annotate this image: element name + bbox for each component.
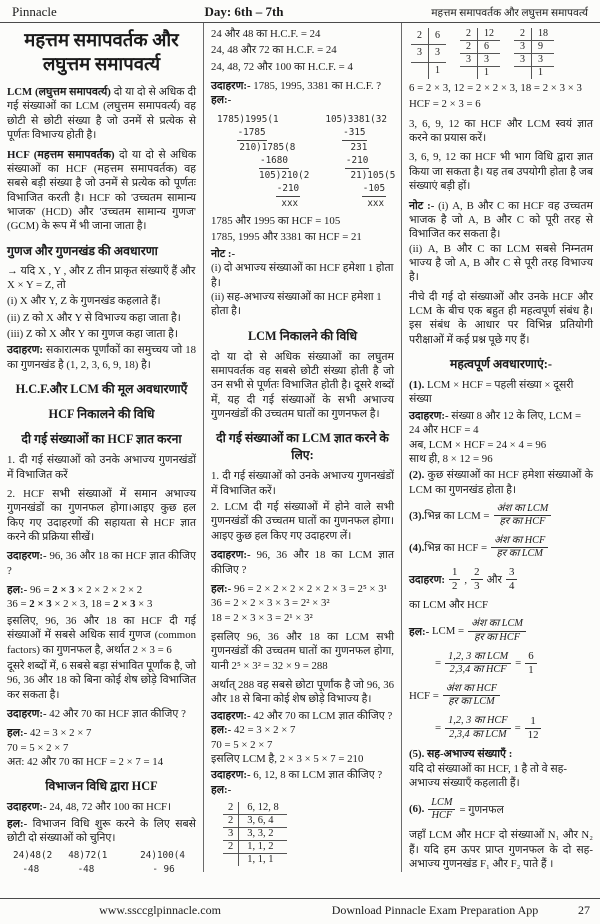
example-fractions [409, 566, 593, 612]
lcm-step-1: 1. दी गई संख्याओं को उनके अभाज्य गुणनखंडों में विभाजित करें। [211, 470, 394, 497]
ladder-divisor: 2 [460, 41, 478, 54]
text-run: 42 और 70 का HCF ज्ञात कीजिए ? [46, 707, 186, 720]
text-run: 6, 12, 8 का LCM ज्ञात कीजिए ? [250, 769, 383, 782]
ladder-divisor: 2 [223, 802, 239, 815]
fraction-numerator: 2 [471, 566, 482, 580]
ladder-quotients: 1 [538, 67, 543, 78]
solution-label: हल:- [409, 625, 430, 638]
subtracted-value: -210 [345, 154, 369, 168]
ladder-quotients: 12 [478, 28, 501, 41]
lcm-explanation-2: अर्थात् 288 वह सबसे छोटा पूर्णांक है जो 96, 36 और 18 से बिना कोई शेष छोड़े विभाज्य है। [211, 679, 394, 706]
text-run: 24, 48, 72 और 100 का HCF। [46, 801, 172, 814]
long-division-24-100 [140, 849, 193, 872]
ladder-quotients: 1 [484, 67, 489, 78]
ladder-quotients: 6 [478, 41, 501, 54]
fraction [491, 535, 548, 561]
fraction [494, 503, 552, 529]
solution-label: हल:- [211, 582, 232, 595]
solution-label: हल:- [211, 724, 232, 737]
heading-find-hcf: दी गई संख्याओं का HCF ज्ञात करना [21, 432, 182, 447]
fraction-numerator: 1,2, 3 का HCF [445, 715, 511, 728]
solution-explanation-2: दूसरे शब्दों में, 6 सबसे बड़ा संभावित पूर्णांक है, जो 96, 36 और 18 को बिना कोई शेष छोड़े विभाजित कर सकता है। [7, 659, 196, 701]
ladder-divisor: 2 [411, 28, 429, 45]
fraction [443, 683, 500, 709]
note-label: नोट :- [211, 247, 236, 260]
division-line [342, 126, 395, 140]
text-run: LCM = [431, 625, 465, 638]
subtracted-value: -1680 [259, 154, 289, 168]
ladder-divisor: 2 [460, 28, 478, 41]
text-run: 96, 36 और 18 का LCM ज्ञात कीजिए ? [211, 549, 394, 576]
fraction [445, 715, 511, 741]
example-hcf-24-48-72-100 [7, 800, 196, 814]
ladder-quotients: 6 [429, 28, 447, 45]
solution-explanation-1: इसलिए, 96, 36 और 18 का HCF दी गई संख्याओं में सबसे अधिक सार्व गुणज (common factors) का गुणनफल है, अर्थात 2 × 3 = 6 [7, 614, 196, 656]
fraction [449, 566, 460, 593]
lcm-method-intro: दो या दो से अधिक संख्याओं का लघुतम समापवर्तक वह सबसे छोटी संख्या होती है जो उन सभी से पूर्णतः विभाजित होती है। दूसरे शब्दों में, यह दी गई संख्याओं के सभी अभाज्य गुणनखंडों की उच्चतम घातों का गुणनफल है। [211, 350, 394, 421]
text-run: इसलिए LCM है, 2 × 3 × 5 × 7 = 210 [211, 752, 364, 765]
text-run: = गुणनफल [459, 803, 504, 816]
example-lcm-96-36-18 [211, 548, 394, 577]
fraction-denominator: 2,3,4 का LCM [449, 728, 507, 740]
fraction-denominator: 3 [474, 580, 480, 593]
fraction-numerator: अंश का LCM [468, 618, 526, 631]
note-label: नोट :- [409, 199, 435, 212]
ladder-row [514, 41, 554, 54]
text-run: × 2 × 3, 18 = [51, 598, 114, 611]
solution-label: हल:- [211, 783, 232, 796]
fraction-numerator: 1 [449, 566, 460, 580]
title-line-1: महत्तम समापवर्तक और [24, 31, 179, 51]
fraction-denominator: 1 [528, 663, 534, 676]
fraction-denominator: हर का LCM [496, 548, 543, 560]
division-line: 48)72(1 [68, 850, 108, 862]
concept-number: (4). [409, 541, 425, 554]
division-remainder: xxx [281, 197, 299, 209]
lcm-result-line [211, 871, 394, 872]
text-run: सकारात्मक पूर्णांकों का समुच्चय जो 18 का गुणनखंड है (1, 2, 3, 6, 9, 18) है। [7, 344, 196, 371]
fraction-denominator: 2 [452, 580, 458, 593]
fraction-denominator: हर का HCF [499, 516, 546, 528]
text-run: दो या दो से अधिक संख्याओं का HCF (महत्तम समापवर्तक) वह सबसे बड़ी संख्या है जो उनमें से प्रत्येक को पूर्णतः विभाजित करती है। HCF को 'उच्चतम सामान्य भाजक' (HCD) और 'उच्चतम सामान्य गुणज' (GCM) के रूप में भी जाना जाता है। [7, 148, 196, 233]
ladder-row [411, 45, 446, 62]
subtracted-value: -210 [276, 182, 300, 196]
fraction [525, 715, 542, 742]
long-division-48-72 [68, 849, 124, 872]
hcf-step-2: 2. HCF सभी संख्याओं में समान अभाज्य गुणनखंडों का गुणनफल होगा।आइए कुछ हल किए गए उदाहरणों की सहायता से HCF ज्ञात करने की प्रक्रिया सीखें। [7, 487, 196, 543]
example-factors-18 [7, 343, 196, 372]
text-run: 70 = 5 × 2 × 7 [7, 741, 69, 754]
subtracted-value: -48 [77, 863, 96, 872]
equals-sign: = [514, 722, 521, 734]
page-header [0, 0, 600, 23]
factor-ladders-group [411, 28, 593, 79]
fraction [468, 618, 526, 644]
website-url: www.ssccglpinnacle.com [99, 903, 221, 917]
division-line: 1785)1995(1 [217, 113, 279, 125]
fraction-numerator: 3 [506, 566, 517, 580]
ladder-divisor: 2 [514, 28, 532, 41]
concept-point-ii: (ii) Z को X और Y से विभाज्य कहा जाता है। [7, 311, 181, 324]
text-run: × 3 [135, 598, 153, 611]
text-run: अब, LCM × HCF = 24 × 4 = 96 [409, 438, 547, 451]
concept-point-i: (i) X और Y, Z के गुणनखंड कहलाते हैं। [7, 295, 161, 308]
ladder-row [223, 840, 287, 853]
ladder-row [460, 28, 500, 41]
text-run: HCF = [409, 689, 439, 702]
example-8-12 [409, 409, 593, 466]
concept-3-formula [409, 503, 593, 529]
concept-number: (2). [409, 469, 425, 482]
solution-division-intro [7, 817, 196, 846]
text-run: साथ ही, 8 × 12 = 96 [409, 452, 493, 465]
fraction [525, 650, 536, 677]
solution-lcm-evaluation [435, 650, 593, 677]
division-line [151, 863, 193, 872]
division-line [259, 154, 309, 168]
text-run: × 2 × 2 × 2 × 2 [74, 584, 143, 597]
solution-label: हल:- [7, 727, 28, 740]
division-line [237, 126, 310, 140]
example-hcf-42-70 [7, 707, 196, 721]
solution-lcm-factorisation [211, 582, 394, 625]
ladder-quotients: 3 [478, 54, 501, 67]
hcf-term: HCF (महत्तम समापवर्तक) [7, 148, 115, 161]
long-division-24-48 [13, 849, 52, 872]
text-run: भिन्न का LCM = [424, 510, 490, 523]
ladder-row [514, 67, 554, 80]
fraction-numerator: 1,2, 3 का LCM [445, 651, 511, 664]
ladder-quotients: 3, 6, 4 [239, 814, 287, 827]
equals-sign: = [515, 657, 522, 670]
ladder-divisor: 3 [460, 54, 478, 67]
heading-hcf-method: HCF निकालने की विधि [48, 407, 155, 422]
note-point-i: (i) दो अभाज्य संख्याओं का HCF हमेशा 1 होता है। [211, 262, 394, 289]
ladder-row [460, 41, 500, 54]
day-label: Day: 6th – 7th [204, 4, 284, 19]
ladder-divisor: 3 [223, 827, 239, 840]
concept-number: (3). [409, 509, 425, 522]
text-run: कुछ संख्याओं का HCF हमेशा संख्याओं के LCM का गुणनखंड होता है। [409, 469, 593, 496]
text-run: विभाजन विधि शुरू करने के लिए सबसे छोटी दो संख्याओं को चुनिए। [7, 817, 196, 845]
fraction [471, 566, 482, 593]
ladder-row [411, 28, 446, 45]
text-run: भिन्न का HCF = [424, 542, 488, 555]
fraction [445, 651, 511, 677]
fraction-denominator: HCF [431, 809, 453, 821]
text-run: का LCM और HCF [409, 599, 489, 612]
concept-point-iii: (iii) Z को X और Y का गुणज कहा जाता है। [7, 328, 178, 341]
text-run: 42 = 3 × 2 × 7 [27, 727, 92, 740]
example-hcf-1785 [211, 79, 394, 108]
ladder-of-6 [411, 28, 446, 79]
hcf-step-1: 1. दी गई संख्याओं को उनके अभाज्य गुणनखंडों में विभाजित करें [7, 454, 196, 481]
solution-label: हल:- [7, 584, 28, 597]
division-remainder: xxx [367, 197, 385, 209]
ladder-divisor [223, 853, 239, 866]
text-run: 70 = 5 × 2 × 7 [211, 738, 273, 751]
heading-basic-concepts: H.C.F.और LCM की मूल अवधारणाएँ [15, 382, 188, 397]
ladder-quotients: 3 [532, 54, 555, 67]
ladder-divisor: 2 [223, 814, 239, 827]
hcf-definition [7, 148, 196, 234]
chapter-title [7, 29, 196, 77]
app-promo-text: Download Pinnacle Exam Preparation App [331, 903, 539, 917]
example-label: उदाहरण: [409, 574, 445, 587]
solution-lcm-formula [409, 618, 593, 644]
heading-lcm-steps: दी गई संख्याओं का LCM ज्ञात करने के लिए: [216, 431, 389, 463]
text-run: 18 = 2 × 3 × 3 = 2¹ × 3² [211, 611, 313, 624]
division-method-note: 3, 6, 9, 12 का HCF भी भाग विधि द्वारा ज्ञात किया जा सकता है। यह तब उपयोगी होता है जब संख्याएं बड़ी हों। [409, 151, 593, 193]
ladder-quotients: 1, 1, 1 [247, 853, 274, 865]
subtracted-value: - 96 [151, 863, 175, 872]
fraction-numerator: अंश का LCM [494, 503, 552, 516]
long-division-group [217, 113, 394, 210]
long-division-group [13, 849, 196, 872]
division-line: 105)210(2 [258, 169, 310, 181]
concept-number: (1). [409, 379, 425, 392]
title-line-2: लघुत्तम समापवर्त्य [42, 55, 161, 76]
try-yourself: 3, 6, 9, 12 का HCF और LCM स्वयं ज्ञात करने का प्रयास करें। [409, 117, 593, 145]
division-line [276, 182, 310, 196]
fraction-numerator: 6 [525, 650, 536, 664]
ladder-row [460, 67, 500, 80]
factorisation-line: 6 = 2 × 3, 12 = 2 × 2 × 3, 18 = 2 × 3 × 3 [409, 82, 582, 94]
ladder-divisor [411, 62, 429, 79]
three-column-body [0, 23, 600, 872]
solution-hcf-formula [409, 683, 593, 709]
division-line: 105)3381(32 [325, 113, 387, 125]
concept-number: (6). [409, 803, 425, 816]
example-label: उदाहरण:- [211, 80, 251, 93]
division-line [345, 154, 395, 168]
ladder-row [223, 802, 287, 815]
example-label: उदाहरण:- [409, 409, 449, 422]
fraction-numerator: अंश का HCF [491, 535, 548, 548]
example-lcm-6-12-8 [211, 768, 394, 797]
text-run: 42 और 70 का LCM ज्ञात कीजिए ? [250, 709, 393, 722]
common-factor: 2 × 3 [113, 598, 136, 611]
equals-sign: = [435, 657, 442, 670]
subtracted-value: -105 [362, 182, 386, 196]
ladder-quotients: 1 [435, 64, 440, 76]
subtracted-value: -48 [21, 863, 40, 872]
example-label: उदाहरण:- [7, 707, 47, 720]
fraction-numerator: LCM [428, 797, 455, 810]
ladder-divisor: 3 [514, 41, 532, 54]
fraction-denominator: हर का LCM [448, 696, 495, 708]
ladder-divisor: 3 [411, 45, 429, 62]
ladder-divisor: 2 [223, 840, 239, 853]
fraction [506, 566, 517, 593]
solution-label: हल:- [211, 94, 232, 107]
ladder-row [514, 54, 554, 67]
solution-hcf-42-70 [7, 726, 196, 769]
chapter-title-header: महत्तम समापवर्तक और लघुत्तम समापवर्त्य [431, 8, 588, 19]
lcm-step-2: 2. LCM दी गई संख्याओं में होने वाले सभी गुणनखंडों की उच्चतम घातों का गुणनफल होगा। आइए कुछ हल किए गए उदाहरण लें। [211, 501, 394, 542]
hcf-result-1785-1995: 1785 और 1995 का HCF = 105 [211, 215, 341, 228]
division-line: 210)1785(8 [239, 141, 296, 153]
common-factor: 2 × 3 [52, 584, 75, 597]
relation-paragraph: नीचे दी गई दो संख्याओं और उनके HCF और LCM के बीच एक बहुत ही महत्वपूर्ण संबंध है। इस संबंध के आधार पर विभिन्न प्रतियोगी परीक्षाओं में कई प्रश्न पूछे गए हैं। [409, 290, 593, 346]
text-run: , [464, 573, 468, 586]
example-label: उदाहरण:- [7, 801, 47, 814]
ladder-divisor [514, 67, 532, 80]
fraction-denominator: हर का HCF [474, 631, 521, 643]
hcf-result-line: 24, 48 और 72 का H.C.F. = 24 [211, 44, 337, 57]
example-hcf-96-36-18 [7, 549, 196, 578]
note-point-ii: (ii) सह-अभाज्य संख्याओं का HCF हमेशा 1 होता है। [211, 290, 382, 318]
lcm-definition [7, 85, 196, 142]
concept-5 [409, 747, 593, 790]
page-footer [0, 898, 600, 924]
heading-division-method: विभाजन विधि द्वारा HCF [45, 779, 158, 794]
ladder-quotients: 6, 12, 8 [239, 802, 287, 815]
subtracted-value: -315 [342, 126, 366, 140]
lcm-term: LCM (लघुत्तम समापवर्त्य) [7, 86, 111, 99]
division-line: 21)105(5 [350, 169, 396, 181]
division-line [362, 182, 396, 196]
concept-6-text: जहाँ LCM और HCF दो संख्याओं N₁ और N₂ हैं। यदि हम ऊपर प्राप्त गुणनफल के दो सह-अभाज्य गुणनखंड F₁ और F₂ पाते हैं । [409, 829, 593, 870]
fraction-denominator: 2,3,4 का HCF [449, 663, 507, 675]
column-3 [402, 23, 600, 872]
ladder-row [460, 54, 500, 67]
ladder-of-18 [514, 28, 554, 79]
text-run: संख्या 8 और 12 के लिए, LCM = 24 और HCF = 4 [409, 409, 582, 437]
equals-sign: = [435, 722, 442, 734]
ladder-of-12 [460, 28, 500, 79]
heading-important-concepts: महत्वपूर्ण अवधारणाएं:- [449, 357, 552, 372]
example-label: उदाहरण:- [7, 550, 47, 563]
solution-factorisation [7, 583, 196, 612]
example-label: उदाहरण:- [211, 709, 251, 722]
ladder-quotients: 9 [532, 41, 555, 54]
ladder-quotients: 3, 3, 2 [239, 827, 287, 840]
ladder-quotients: 18 [532, 28, 555, 41]
concept-2 [409, 468, 593, 497]
ladder-row [223, 814, 287, 827]
example-lcm-42-70 [211, 709, 394, 766]
ladder-divisor [460, 67, 478, 80]
note-block [211, 247, 394, 319]
solution-hcf-evaluation [435, 715, 593, 742]
ladder-quotients: 3 [429, 45, 447, 62]
concept-1 [409, 378, 593, 407]
text-run: यदि दो संख्याओं का HCF, 1 है तो वे सह-अभाज्य संख्याएँ कहलाती हैं। [409, 762, 567, 790]
fraction-numerator: अंश का HCF [443, 683, 500, 696]
column-2 [203, 23, 402, 872]
concept-heading: (5). सह-अभाज्य संख्याएँ : [409, 748, 513, 761]
page-number: 27 [578, 903, 590, 917]
text-run: 96 = 2 × 2 × 2 × 2 × 2 × 3 = 2⁵ × 3¹ [231, 582, 387, 595]
text-run: 36 = 2 × 2 × 3 × 3 = 2² × 3² [211, 597, 330, 610]
note-point-i: (i) A, B और C का HCF वह उच्चतम भाजक है जो A, B और C को पूरी तरह से विभाजित कर सकता है। [409, 199, 593, 241]
ladder-row [514, 28, 554, 41]
example-label: उदाहरण:- [211, 549, 251, 562]
note-block [409, 199, 593, 285]
ladder-quotients: 1, 1, 2 [239, 840, 287, 853]
lcm-ladder-table [223, 802, 287, 866]
heading-lcm-method: LCM निकालने की विधि [247, 328, 358, 343]
hcf-result-1785-1995-3381: 1785, 1995 और 3381 का HCF = 21 [211, 231, 362, 244]
ladder-divisor: 3 [514, 54, 532, 67]
ladder-row [223, 827, 287, 840]
text-run: LCM × HCF = पहली संख्या × दूसरी संख्या [409, 379, 574, 406]
common-factor: 2 × 3 [29, 598, 52, 611]
solution-label: हल:- [7, 817, 28, 830]
subtracted-value: -1785 [237, 126, 267, 140]
fraction-denominator: 4 [508, 580, 515, 593]
heading-concept: गुणज और गुणनखंड की अवधारणा [7, 243, 158, 258]
text-run: दो या दो से अधिक दी गई संख्याओं का LCM (लघुत्तम समापवर्त्य) वह छोटी से छोटी संख्या है जो उनमें से प्रत्येक से पूर्णतः विभाज्य होती है। [7, 86, 196, 142]
long-division-105-3381 [325, 113, 395, 210]
example-label: उदाहरण:- [211, 769, 251, 782]
text-run: 42 = 3 × 2 × 7 [231, 724, 296, 737]
division-line [21, 863, 52, 872]
long-division-1785-1995 [217, 113, 309, 210]
text-run: 36 = [7, 598, 30, 611]
hcf-result-line: 24, 48, 72 और 100 का H.C.F. = 4 [211, 60, 353, 73]
text-run: 1785, 1995, 3381 का H.C.F. ? [250, 80, 382, 93]
division-line: 24)48(2 [13, 850, 53, 862]
ladder-row [223, 853, 287, 866]
note-point-ii: (ii) A, B और C का LCM सबसे निम्नतम भाज्य है जो A, B और C से पूरी तरह विभाज्य है। [409, 242, 593, 284]
text-run: अत: 42 और 70 का HCF = 2 × 7 = 14 [7, 756, 164, 769]
concept-6-formula [409, 797, 593, 823]
text-run: 96, 36 और 18 का HCF ज्ञात कीजिए ? [7, 550, 196, 577]
hcf-result-line: 24 और 48 का H.C.F. = 24 [211, 28, 321, 40]
text-run: 96 = [27, 584, 53, 597]
fraction-numerator: 1 [525, 715, 542, 729]
ladder-row [411, 62, 446, 79]
concept-4-formula [409, 535, 593, 561]
division-line [77, 863, 125, 872]
fraction-denominator: 12 [527, 728, 539, 741]
example-label: उदाहरण: [7, 344, 43, 357]
brand-name: Pinnacle [12, 4, 57, 19]
division-line: 231 [350, 141, 368, 153]
text-run: और [486, 574, 502, 587]
concept-intro: → यदि X , Y , और Z तीन प्राकृत संख्याएँ हैं और X × Y = Z, तो [7, 264, 196, 292]
hcf-result-line: HCF = 2 × 3 = 6 [409, 98, 481, 111]
division-line: 24)100(4 [140, 850, 185, 862]
lcm-explanation-1: इसलिए 96, 36 और 18 का LCM सभी गुणनखंडों की उच्चतम घातों का गुणनफल होगा, यानी 2⁵ × 3² = 32 × 9 = 288 [211, 630, 394, 672]
fraction [428, 797, 455, 823]
column-1 [0, 23, 203, 872]
